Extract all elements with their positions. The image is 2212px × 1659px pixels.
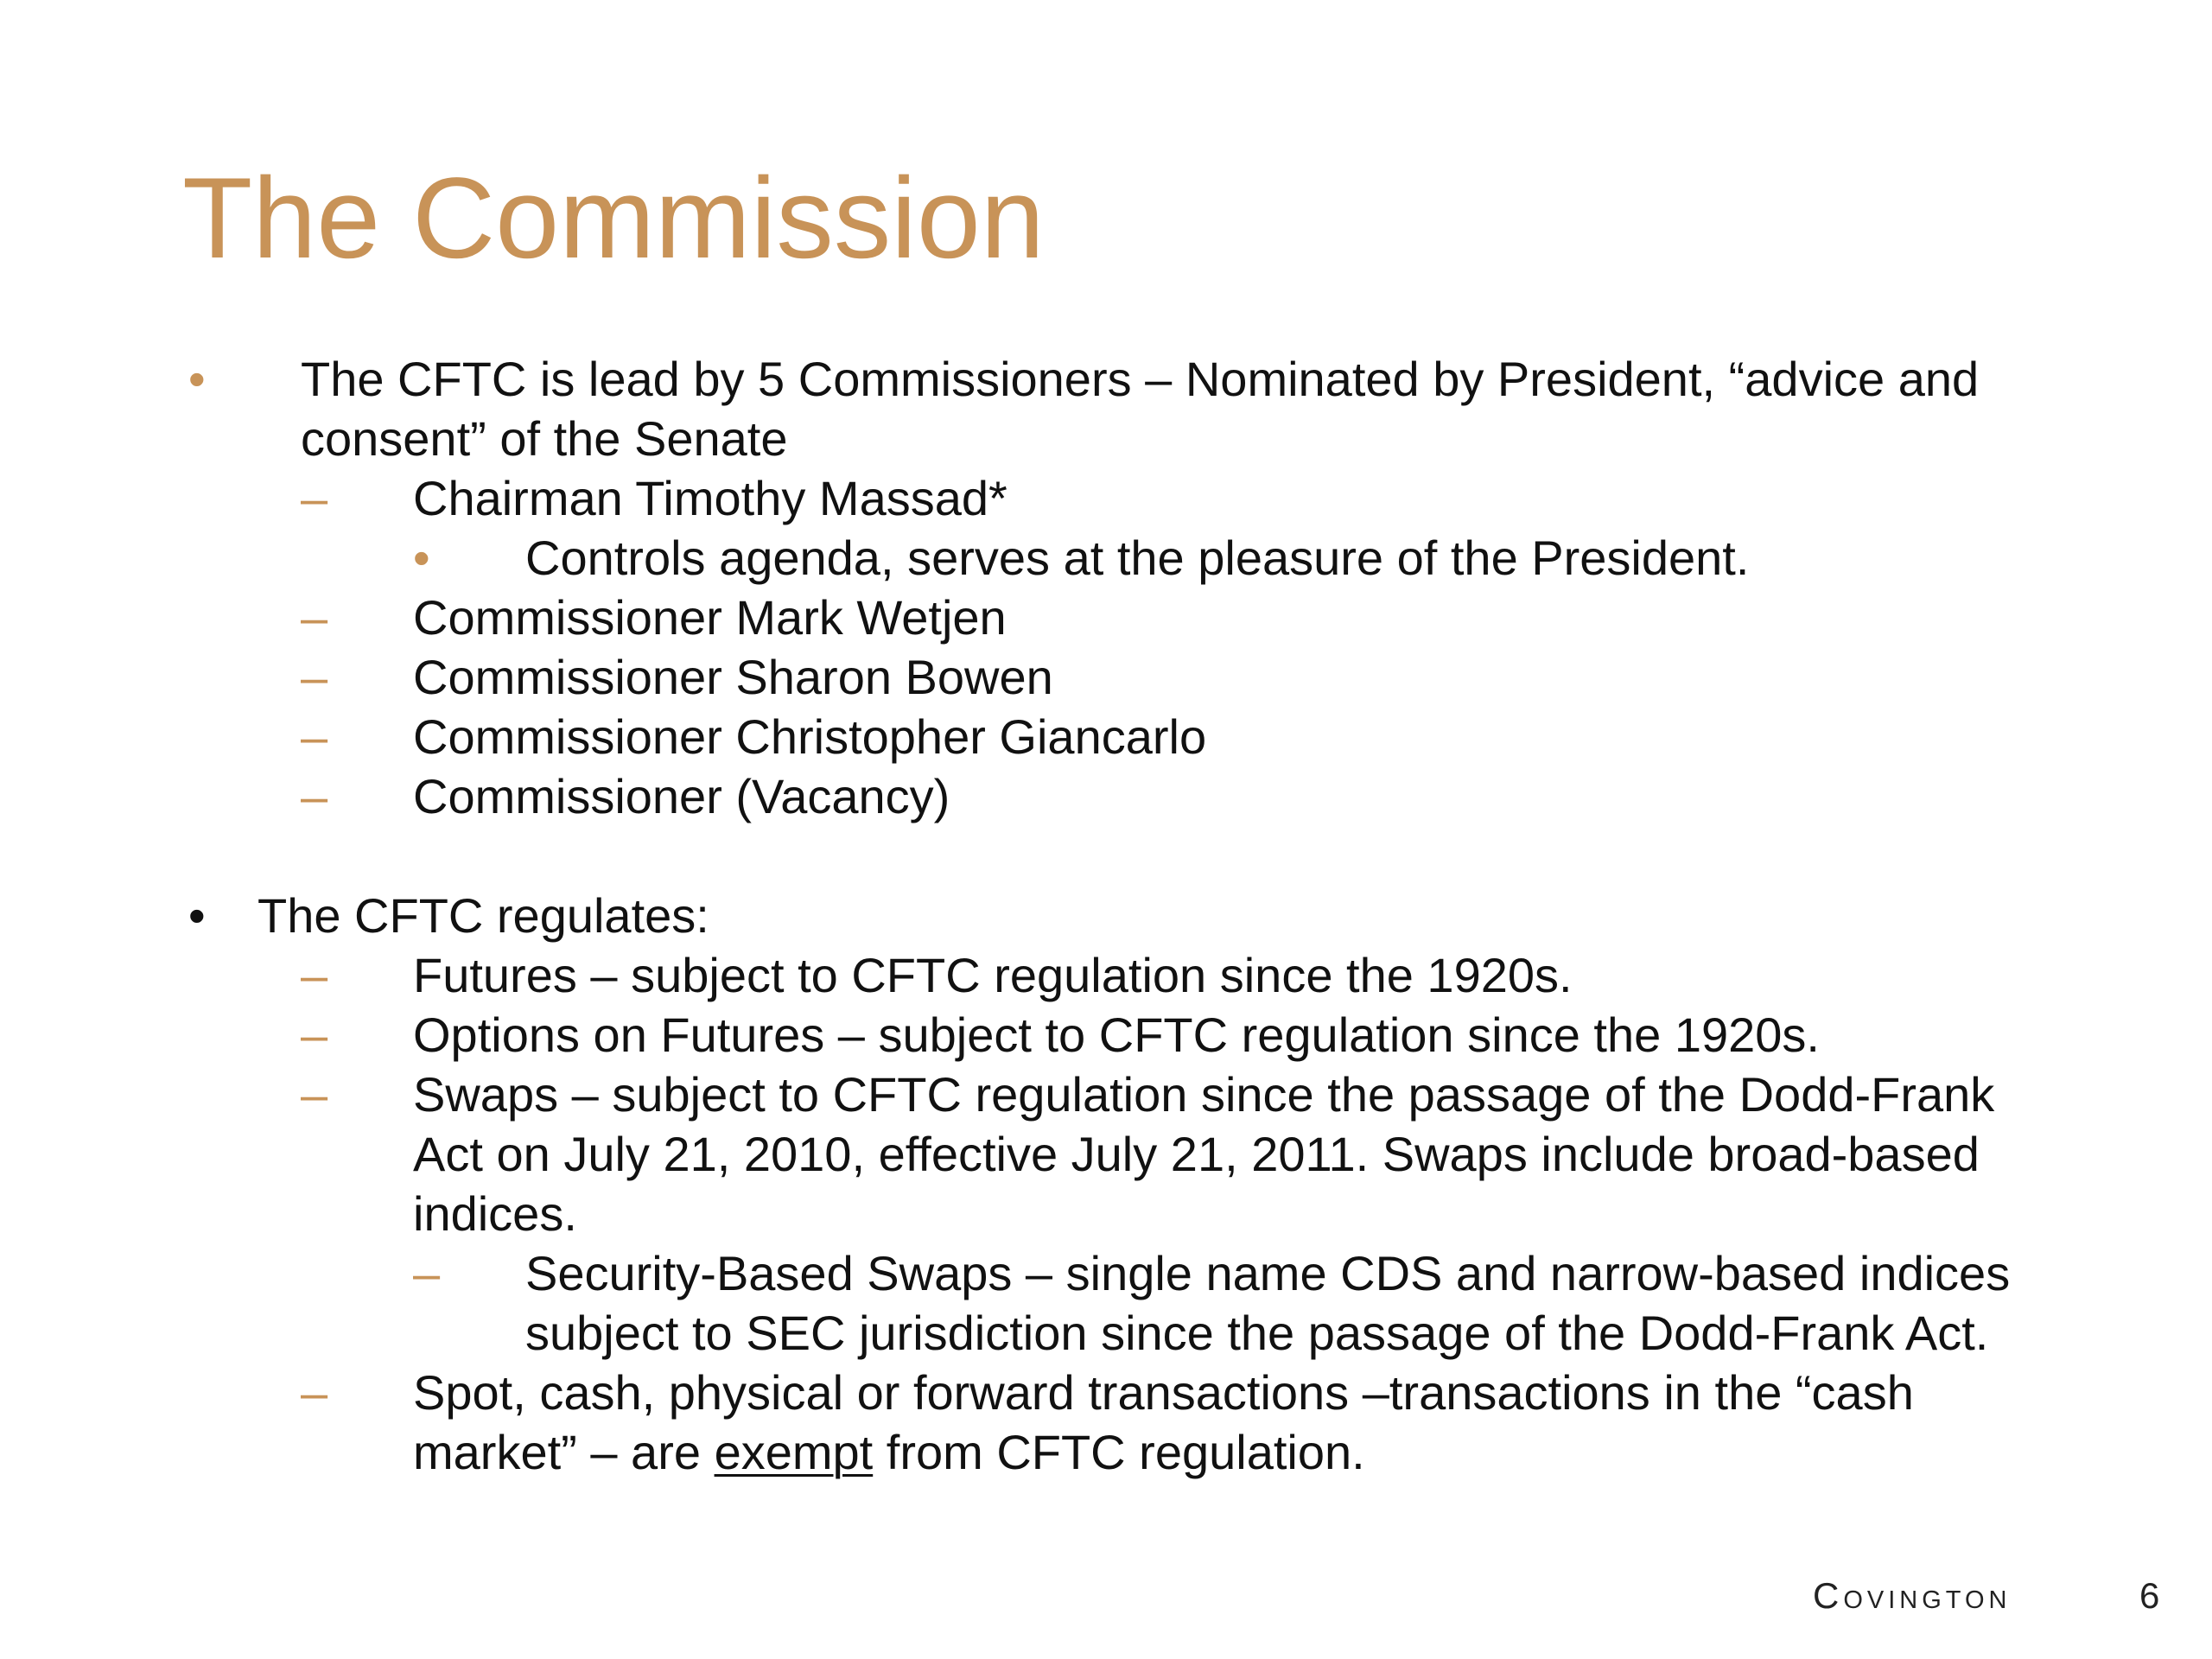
list-item-commissioner: Commissioner Mark Wetjen xyxy=(413,590,1007,645)
list-item-options: Options on Futures – subject to CFTC regulation since the 1920s. xyxy=(413,1007,1820,1062)
bullet-marker: • xyxy=(413,531,430,585)
dash-marker: – xyxy=(301,1365,328,1420)
list-item-commissioner: Commissioner (Vacancy) xyxy=(413,769,950,823)
bullet-marker: • xyxy=(188,888,206,943)
list-item-sbs-line: Security-Based Swaps – single name CDS and narrow-based indices xyxy=(525,1246,2011,1300)
slide-title: The Commission xyxy=(182,155,1045,283)
list-item-chairman-detail: Controls agenda, serves at the pleasure of the President. xyxy=(525,531,1750,585)
dash-marker: – xyxy=(301,1007,328,1062)
bullet-heading: The CFTC regulates: xyxy=(257,888,709,943)
page-number: 6 xyxy=(2139,1575,2160,1616)
bullet-text-line: The CFTC is lead by 5 Commissioners – Nominated by President, “advice and xyxy=(301,352,1980,406)
dash-marker: – xyxy=(301,709,328,764)
dash-marker: – xyxy=(301,1067,328,1122)
list-item-sbs-line: subject to SEC jurisdiction since the passage of the Dodd-Frank Act. xyxy=(525,1306,1989,1360)
list-item-commissioner: Commissioner Sharon Bowen xyxy=(413,650,1053,704)
list-item-spot-line: Spot, cash, physical or forward transactions –transactions in the “cash xyxy=(413,1365,1914,1420)
covington-logo: Covington xyxy=(1813,1575,2012,1616)
dash-marker: – xyxy=(413,1246,441,1300)
bullet-marker: • xyxy=(188,352,206,406)
list-item-commissioner: Commissioner Christopher Giancarlo xyxy=(413,709,1207,764)
dash-marker: – xyxy=(301,769,328,823)
dash-marker: – xyxy=(301,650,328,704)
list-item-spot-line xyxy=(413,1422,1365,1482)
list-item-swaps-line: Act on July 21, 2010, effective July 21, 2011. Swaps include broad-based xyxy=(413,1127,1980,1181)
list-item-swaps-line: indices. xyxy=(413,1186,577,1241)
list-item-swaps-line: Swaps – subject to CFTC regulation since the passage of the Dodd-Frank xyxy=(413,1067,1995,1122)
spot-text-pre: market” – are xyxy=(413,1425,715,1479)
spot-text-post: from CFTC regulation. xyxy=(873,1425,1365,1479)
bullet-text-line: consent” of the Senate xyxy=(301,411,788,466)
exempt-underlined-text: exempt xyxy=(714,1425,874,1479)
dash-marker: – xyxy=(301,590,328,645)
dash-marker: – xyxy=(301,948,328,1002)
list-item-chairman: Chairman Timothy Massad* xyxy=(413,471,1007,525)
dash-marker: – xyxy=(301,471,328,525)
list-item-futures: Futures – subject to CFTC regulation since the 1920s. xyxy=(413,948,1573,1002)
